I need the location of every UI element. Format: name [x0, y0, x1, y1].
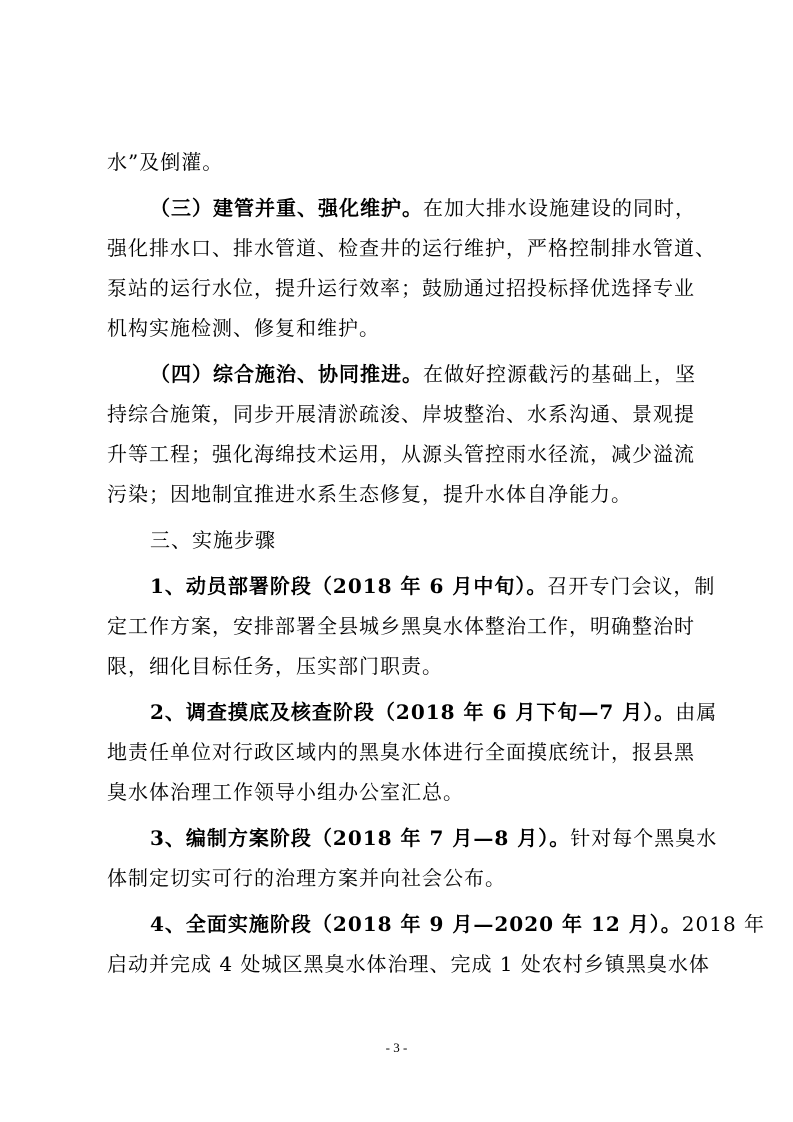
step3-line1-rest: 针对每个黑臭水: [570, 826, 718, 850]
page-number: - 3 -: [385, 1040, 408, 1055]
para3-line2: 持综合施策，同步开展清淤疏浚、岸坡整治、水系沟通、景观提: [107, 402, 695, 426]
step4-heading: 4、全面实施阶段（2018 年 9 月—2020 年 12 月）。: [150, 912, 682, 936]
step1-line1-rest: 召开专门会议，制: [547, 574, 716, 598]
step2-line2: 地责任单位对行政区域内的黑臭水体进行全面摸底统计，报县黑: [107, 740, 695, 764]
section-title: 三、实施步骤: [150, 528, 276, 552]
step4-line1: [150, 912, 766, 936]
step2-line1: [150, 700, 718, 724]
step1-line2: 定工作方案，安排部署全县城乡黑臭水体整治工作，明确整治时: [107, 614, 695, 638]
para2-line3: 泵站的运行水位，提升运行效率；鼓励通过招投标择优选择专业: [107, 276, 695, 300]
step1-heading: 1、动员部署阶段（2018 年 6 月中旬）。: [150, 574, 548, 598]
para3-line1-rest: 在做好控源截污的基础上，坚: [423, 362, 696, 386]
step3-line1: [150, 826, 718, 850]
para2-line1: [150, 196, 696, 220]
para1-line1: 水”及倒灌。: [107, 150, 224, 174]
step1-line3: 限，细化目标任务，压实部门职责。: [107, 654, 443, 678]
para3-line3: 升等工程；强化海绵技术运用，从源头管控雨水径流，减少溢流: [107, 442, 695, 466]
step2-heading: 2、调查摸底及核查阶段（2018 年 6 月下旬—7 月）。: [150, 700, 676, 724]
para3-heading: （四）综合施治、协同推进。: [150, 362, 423, 386]
para2-line4: 机构实施检测、修复和维护。: [107, 316, 380, 340]
para2-heading: （三）建管并重、强化维护。: [150, 196, 423, 220]
step3-line2: 体制定切实可行的治理方案并向社会公布。: [107, 866, 506, 890]
step2-line1-rest: 由属: [675, 700, 718, 724]
step3-heading: 3、编制方案阶段（2018 年 7 月—8 月）。: [150, 826, 571, 850]
para3-line4: 污染；因地制宜推进水系生态修复，提升水体自净能力。: [107, 482, 632, 506]
para2-line1-rest: 在加大排水设施建设的同时，: [423, 196, 696, 220]
step4-line1-rest: 2018 年: [681, 912, 766, 936]
step1-line1: [150, 574, 716, 598]
para3-line1: [150, 362, 696, 386]
para2-line2: 强化排水口、排水管道、检查井的运行维护，严格控制排水管道、: [107, 236, 716, 260]
step4-line2: 启动并完成 4 处城区黑臭水体治理、完成 1 处农村乡镇黑臭水体: [107, 952, 710, 976]
step2-line3: 臭水体治理工作领导小组办公室汇总。: [107, 780, 464, 804]
